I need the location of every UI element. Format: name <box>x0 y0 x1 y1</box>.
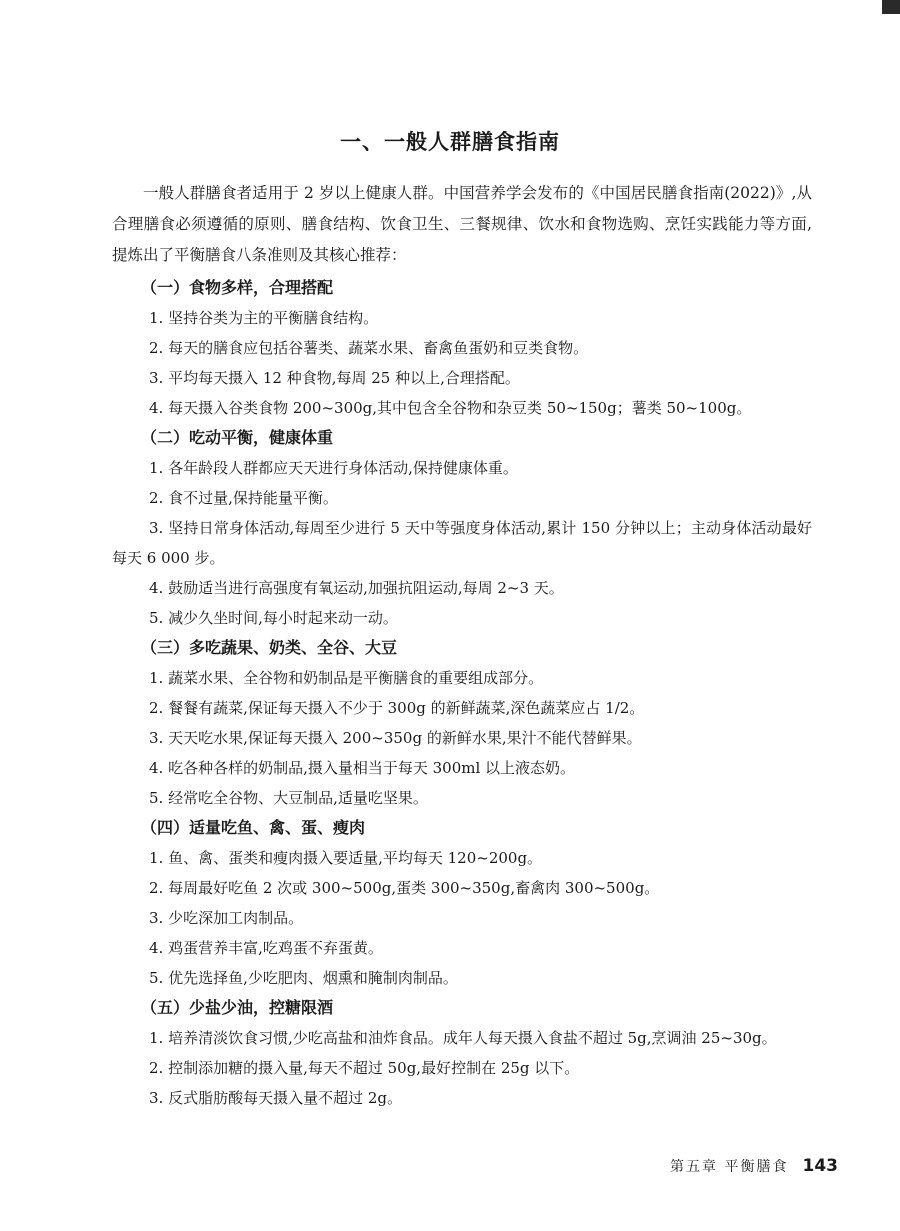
corner-mark <box>882 0 900 14</box>
page-footer <box>670 1156 838 1176</box>
section-3 <box>112 633 812 813</box>
list-item: 2. 餐餐有蔬菜,保证每天摄入不少于 300g 的新鲜蔬菜,深色蔬菜应占 1/2。 <box>149 699 645 717</box>
list-item: 3. 平均每天摄入 12 种食物,每周 25 种以上,合理搭配。 <box>149 369 520 387</box>
list-item: 2. 每周最好吃鱼 2 次或 300~500g,蛋类 300~350g,畜禽肉 300~500g。 <box>149 879 660 897</box>
list-item: 3. 少吃深加工肉制品。 <box>149 909 304 927</box>
section-heading: （一）食物多样，合理搭配 <box>141 278 334 297</box>
page-number: 143 <box>802 1156 838 1176</box>
section-2 <box>112 423 812 633</box>
list-item: 2. 控制添加糖的摄入量,每天不超过 50g,最好控制在 25g 以下。 <box>149 1059 580 1077</box>
list-item: 1. 坚持谷类为主的平衡膳食结构。 <box>149 309 379 327</box>
list-item: 4. 鸡蛋营养丰富,吃鸡蛋不弃蛋黄。 <box>149 939 383 957</box>
section-1 <box>112 273 812 423</box>
section-5 <box>112 993 812 1113</box>
intro-paragraph: 一般人群膳食者适用于 2 岁以上健康人群。中国营养学会发布的《中国居民膳食指南(2022)》,从合理膳食必须遵循的原则、膳食结构、饮食卫生、三餐规律、饮水和食物选购、烹饪实践能力等方面,提炼出了平衡膳食八条准则及其核心推荐： <box>112 184 812 264</box>
list-item: 5. 优先选择鱼,少吃肥肉、烟熏和腌制肉制品。 <box>149 969 458 987</box>
section-heading: （四）适量吃鱼、禽、蛋、瘦肉 <box>141 818 366 837</box>
list-item: 2. 食不过量,保持能量平衡。 <box>149 489 338 507</box>
page-content <box>112 178 812 1113</box>
section-heading: （三）多吃蔬果、奶类、全谷、大豆 <box>141 638 398 657</box>
list-item: 3. 天天吃水果,保证每天摄入 200~350g 的新鲜水果,果汁不能代替鲜果。 <box>149 729 642 747</box>
list-item: 4. 鼓励适当进行高强度有氧运动,加强抗阻运动,每周 2~3 天。 <box>149 579 564 597</box>
list-item: 4. 吃各种各样的奶制品,摄入量相当于每天 300ml 以上液态奶。 <box>149 759 576 777</box>
list-item: 3. 坚持日常身体活动,每周至少进行 5 天中等强度身体活动,累计 150 分钟以上；主动身体活动最好每天 6 000 步。 <box>112 519 812 567</box>
section-heading: （二）吃动平衡，健康体重 <box>141 428 334 447</box>
page-title: 一、一般人群膳食指南 <box>340 130 560 154</box>
section-4 <box>112 813 812 993</box>
list-item: 1. 培养清淡饮食习惯,少吃高盐和油炸食品。成年人每天摄入食盐不超过 5g,烹调油 25~30g。 <box>149 1029 777 1047</box>
list-item: 5. 减少久坐时间,每小时起来动一动。 <box>149 609 398 627</box>
list-item: 5. 经常吃全谷物、大豆制品,适量吃坚果。 <box>149 789 428 807</box>
list-item: 4. 每天摄入谷类食物 200~300g,其中包含全谷物和杂豆类 50~150g；薯类 50~100g。 <box>149 399 752 417</box>
list-item: 3. 反式脂肪酸每天摄入量不超过 2g。 <box>149 1089 402 1107</box>
list-item: 2. 每天的膳食应包括谷薯类、蔬菜水果、畜禽鱼蛋奶和豆类食物。 <box>149 339 589 357</box>
section-heading: （五）少盐少油，控糖限酒 <box>141 998 334 1017</box>
list-item: 1. 鱼、禽、蛋类和瘦肉摄入要适量,平均每天 120~200g。 <box>149 849 543 867</box>
list-item: 1. 各年龄段人群都应天天进行身体活动,保持健康体重。 <box>149 459 518 477</box>
chapter-title: 第五章 平衡膳食 <box>670 1159 789 1175</box>
list-item: 1. 蔬菜水果、全谷物和奶制品是平衡膳食的重要组成部分。 <box>149 669 544 687</box>
